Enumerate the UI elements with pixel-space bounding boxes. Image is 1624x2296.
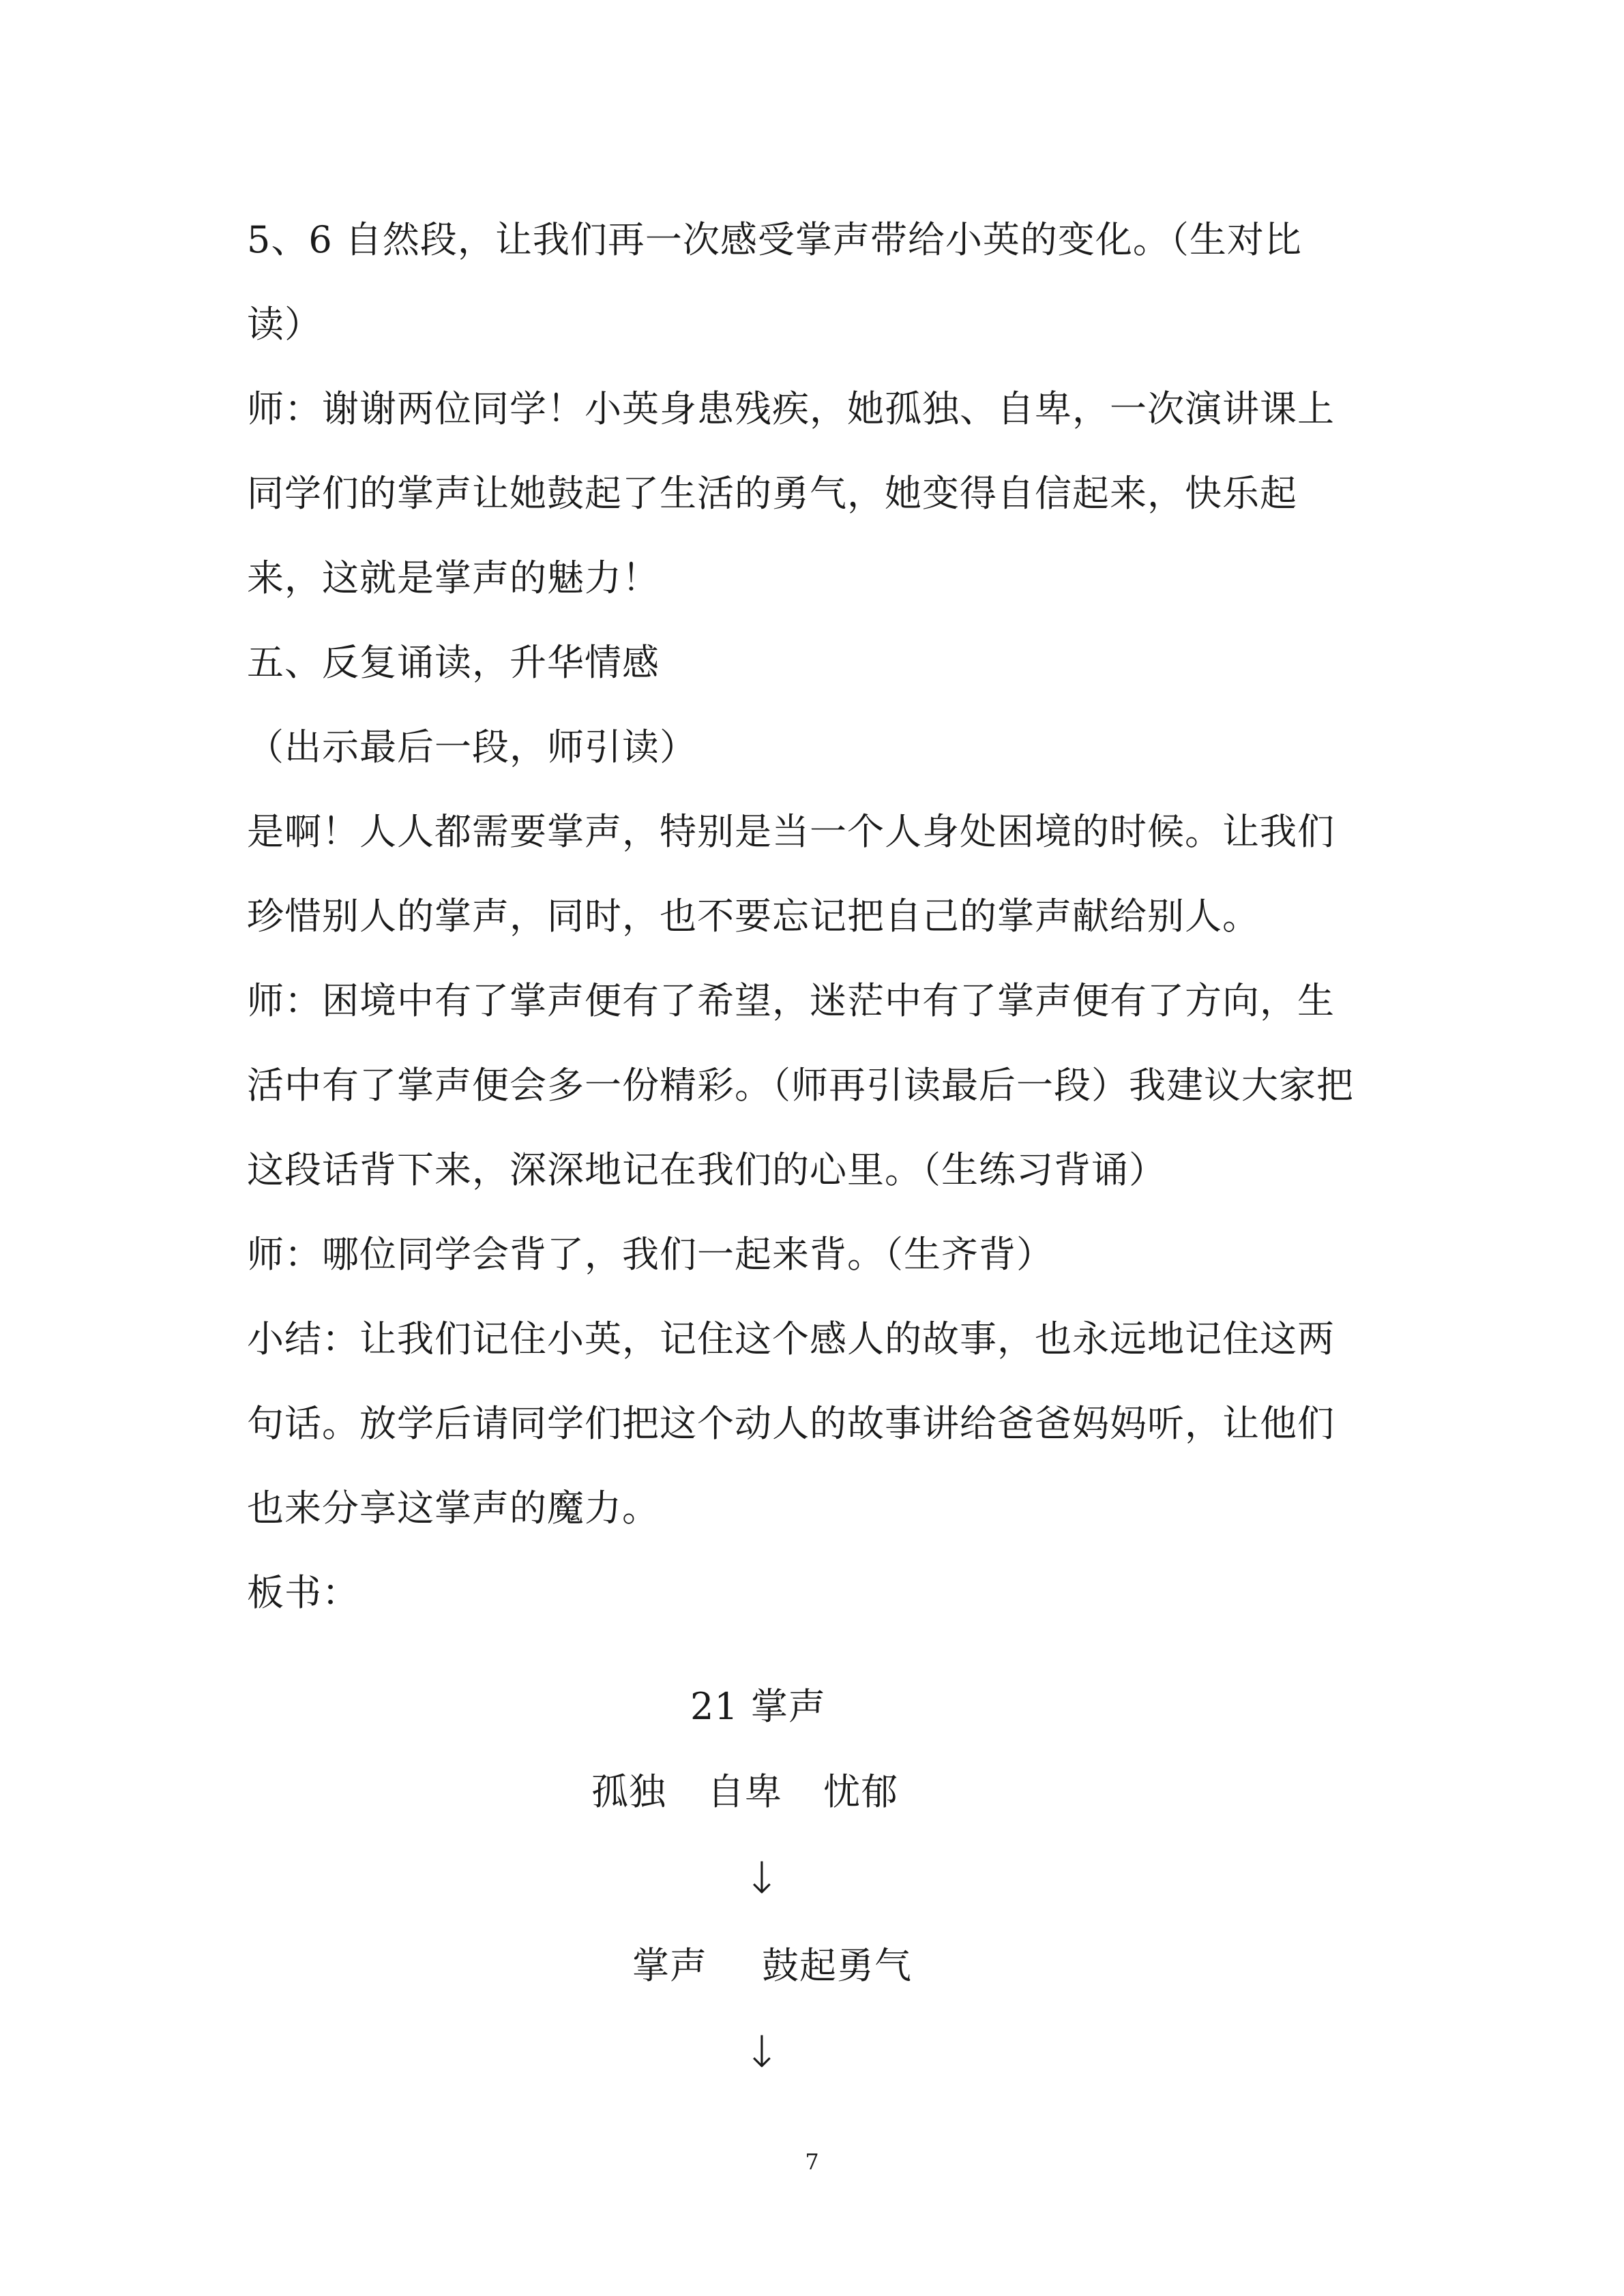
keyword-applause: 掌声	[632, 1944, 707, 1987]
paragraph-line: 同学们的掌声让她鼓起了生活的勇气，她变得自信起来，快乐起	[247, 472, 1297, 515]
paragraph-line: 也来分享这掌声的魔力。	[247, 1487, 660, 1530]
lesson-text	[247, 198, 1393, 1635]
keyword-melancholy: 忧郁	[823, 1770, 898, 1813]
paragraph-line: 珍惜别人的掌声，同时，也不要忘记把自己的掌声献给别人。	[247, 895, 1260, 938]
paragraph-line: 来，这就是掌声的魅力！	[247, 556, 660, 599]
paragraph-line: 师：哪位同学会背了，我们一起来背。（生齐背）	[247, 1233, 1054, 1276]
section-heading: 五、反复诵读，升华情感	[247, 641, 660, 684]
keyword-courage: 鼓起勇气	[762, 1944, 912, 1987]
blackboard-label: 板书：	[247, 1571, 359, 1614]
paragraph-line: 小结：让我们记住小英，记住这个感人的故事，也永远地记住这两	[247, 1317, 1335, 1360]
paragraph-line: 读）	[247, 303, 322, 346]
paragraph-line: 师：谢谢两位同学！小英身患残疾，她孤独、自卑，一次演讲课上	[247, 387, 1335, 430]
blackboard-before-row	[591, 1768, 898, 1816]
paragraph-line: 这段话背下来，深深地记在我们的心里。（生练习背诵）	[247, 1148, 1166, 1191]
paragraph-line: 活中有了掌声便会多一份精彩。（师再引读最后一段）我建议大家把	[247, 1064, 1354, 1107]
down-arrow-icon: ↓	[743, 1853, 780, 1904]
paragraph-line: （出示最后一段，师引读）	[247, 726, 697, 769]
blackboard-middle-row	[632, 1942, 912, 1990]
page-number: 7	[805, 2149, 819, 2175]
paragraph-line: 师：困境中有了掌声便有了希望，迷茫中有了掌声便有了方向，生	[247, 979, 1335, 1022]
down-arrow-icon: ↓	[743, 2027, 780, 2078]
paragraph-line: 句话。放学后请同学们把这个动人的故事讲给爸爸妈妈听，让他们	[247, 1402, 1335, 1445]
keyword-lonely: 孤独	[591, 1770, 666, 1813]
blackboard-title: 21 掌声	[690, 1685, 826, 1728]
paragraph-line: 是啊！人人都需要掌声，特别是当一个人身处困境的时候。让我们	[247, 810, 1335, 853]
paragraph-line: 5、6 自然段，让我们再一次感受掌声带给小英的变化。（生对比	[247, 218, 1302, 261]
keyword-inferior: 自卑	[707, 1770, 782, 1813]
